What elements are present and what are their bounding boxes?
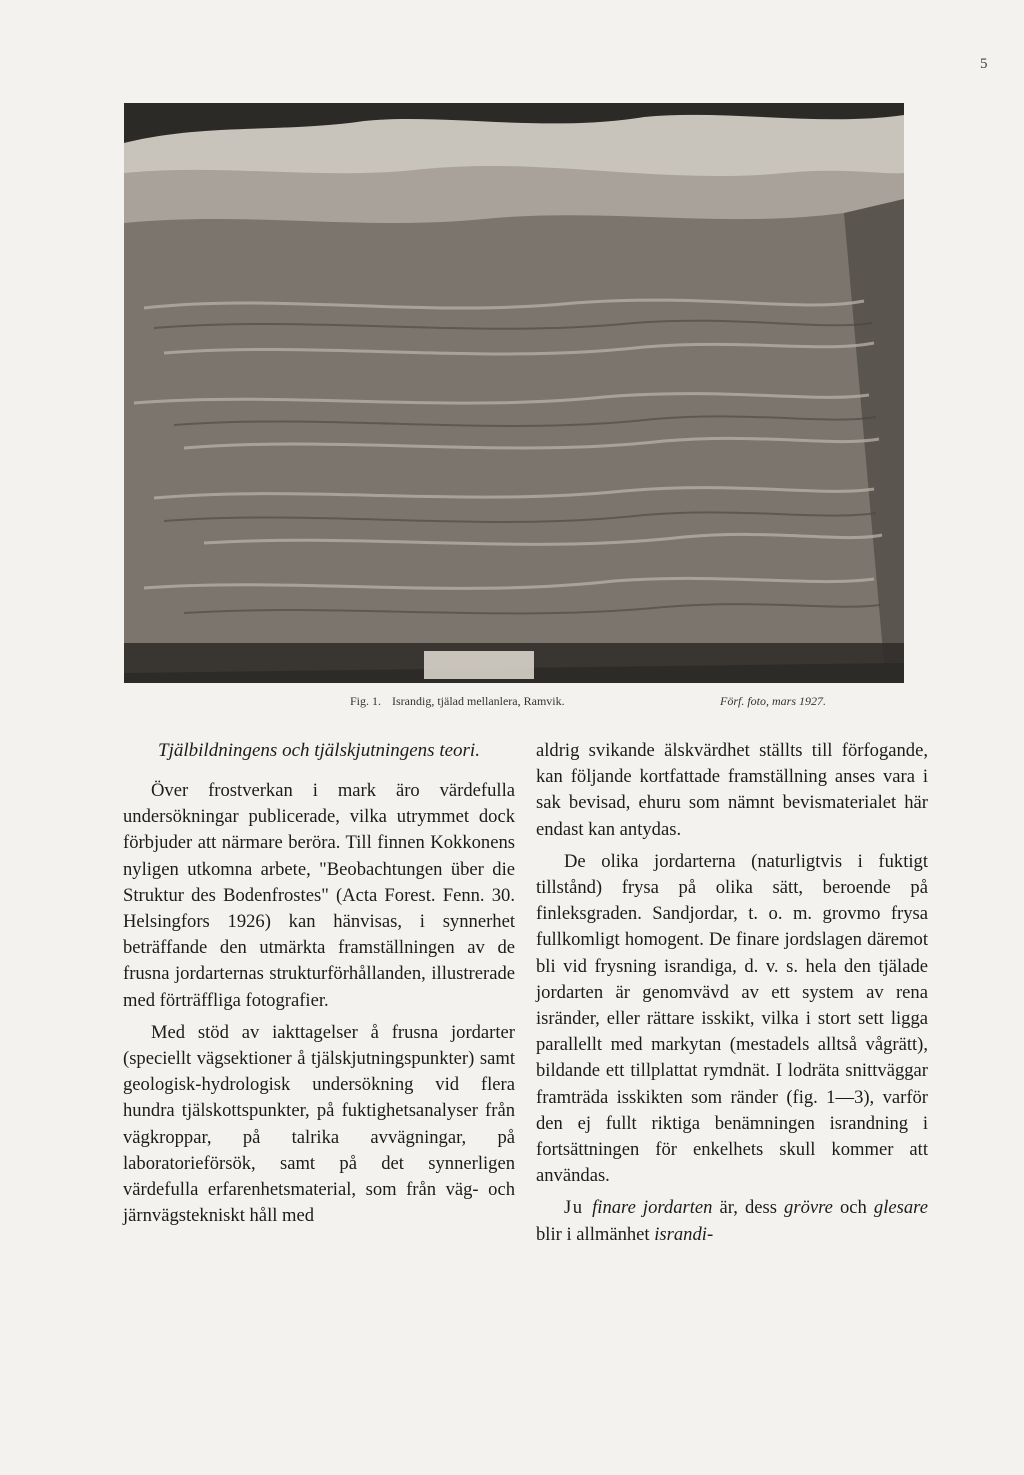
emphasis: israndi-: [654, 1223, 714, 1245]
figure-caption: [350, 694, 910, 709]
figure-credit: Förf. foto, mars 1927.: [720, 694, 827, 708]
right-column: [536, 738, 928, 1248]
text-span: är, dess: [712, 1197, 785, 1219]
figure-label: Fig. 1.: [350, 694, 382, 708]
emphasis: glesare: [873, 1197, 928, 1219]
paragraph: Med stöd av iakttagelser å frusna jordarter (speciellt vägsektioner å tjälskjutningspunkter) samt geologisk-hydrologisk undersökning vid flera hundra tjälskottspunkter, på fuktighetsanalyser från vägkroppar, på talrika avvägningar, på laboratorieförsök, samt på det synnerligen värdefulla erfarenhetsmaterial, som från väg- och järnvägstekniskt håll med: [123, 1021, 515, 1227]
section-heading: Tjälbildningens och tjälskjutningens teori.: [158, 740, 480, 761]
text-span: blir i allmänhet: [536, 1223, 655, 1245]
text-span: och: [832, 1197, 874, 1219]
figure-caption-text: Israndig, tjälad mellanlera, Ramvik.: [392, 694, 565, 708]
figure-photo: [124, 103, 904, 683]
text-span: Ju: [564, 1197, 593, 1219]
paragraph: De olika jordarterna (naturligtvis i fuktigt tillstånd) frysa på olika sätt, beroende på finleksgraden. Sandjordar, t. o. m. grovmo frysa fullkomligt homogent. De finare jordslagen däremot bli vid frysning israndiga, d. v. s. hela den tjälade jordarten är genomvävd av ett system av rena isränder, eller rättare isskikt, vilka i stort sett ligga parallellt med markytan (mestadels alltså vågrätt), bildande ett tillplattat rymdnät. I lodräta snittväggar framträda isskikten som ränder (fig. 1—3), varför den ej fullt riktiga benämningen israndning i fortsättningen för enkelhets skull kommer att användas.: [536, 850, 928, 1187]
paragraph-last: [536, 1195, 928, 1247]
emphasis: grövre: [784, 1197, 833, 1219]
left-column: [123, 738, 515, 1229]
emphasis: finare jordarten: [592, 1197, 713, 1219]
paragraph: Över frostverkan i mark äro värdefulla undersökningar publicerade, vilka utrymmet dock förbjuder att närmare beröra. Till finnen Kokkonens nyligen utkomna arbete, "Beobachtungen über die Struktur des Bodenfrostes" (Acta Forest. Fenn. 30. Helsingfors 1926) kan hänvisas, i synnerhet beträffande den utmärkta framställningen av de frusna jordarternas strukturförhållanden, illustrerade med förträffliga fotografier.: [123, 780, 515, 1011]
paragraph: aldrig svikande älskvärdhet ställts till förfogande, kan följande kortfattade framställning anses vara i sak bevisad, ehuru som nämnt bevismaterialet här endast kan antydas.: [536, 740, 928, 840]
page-number: 5: [980, 56, 988, 72]
